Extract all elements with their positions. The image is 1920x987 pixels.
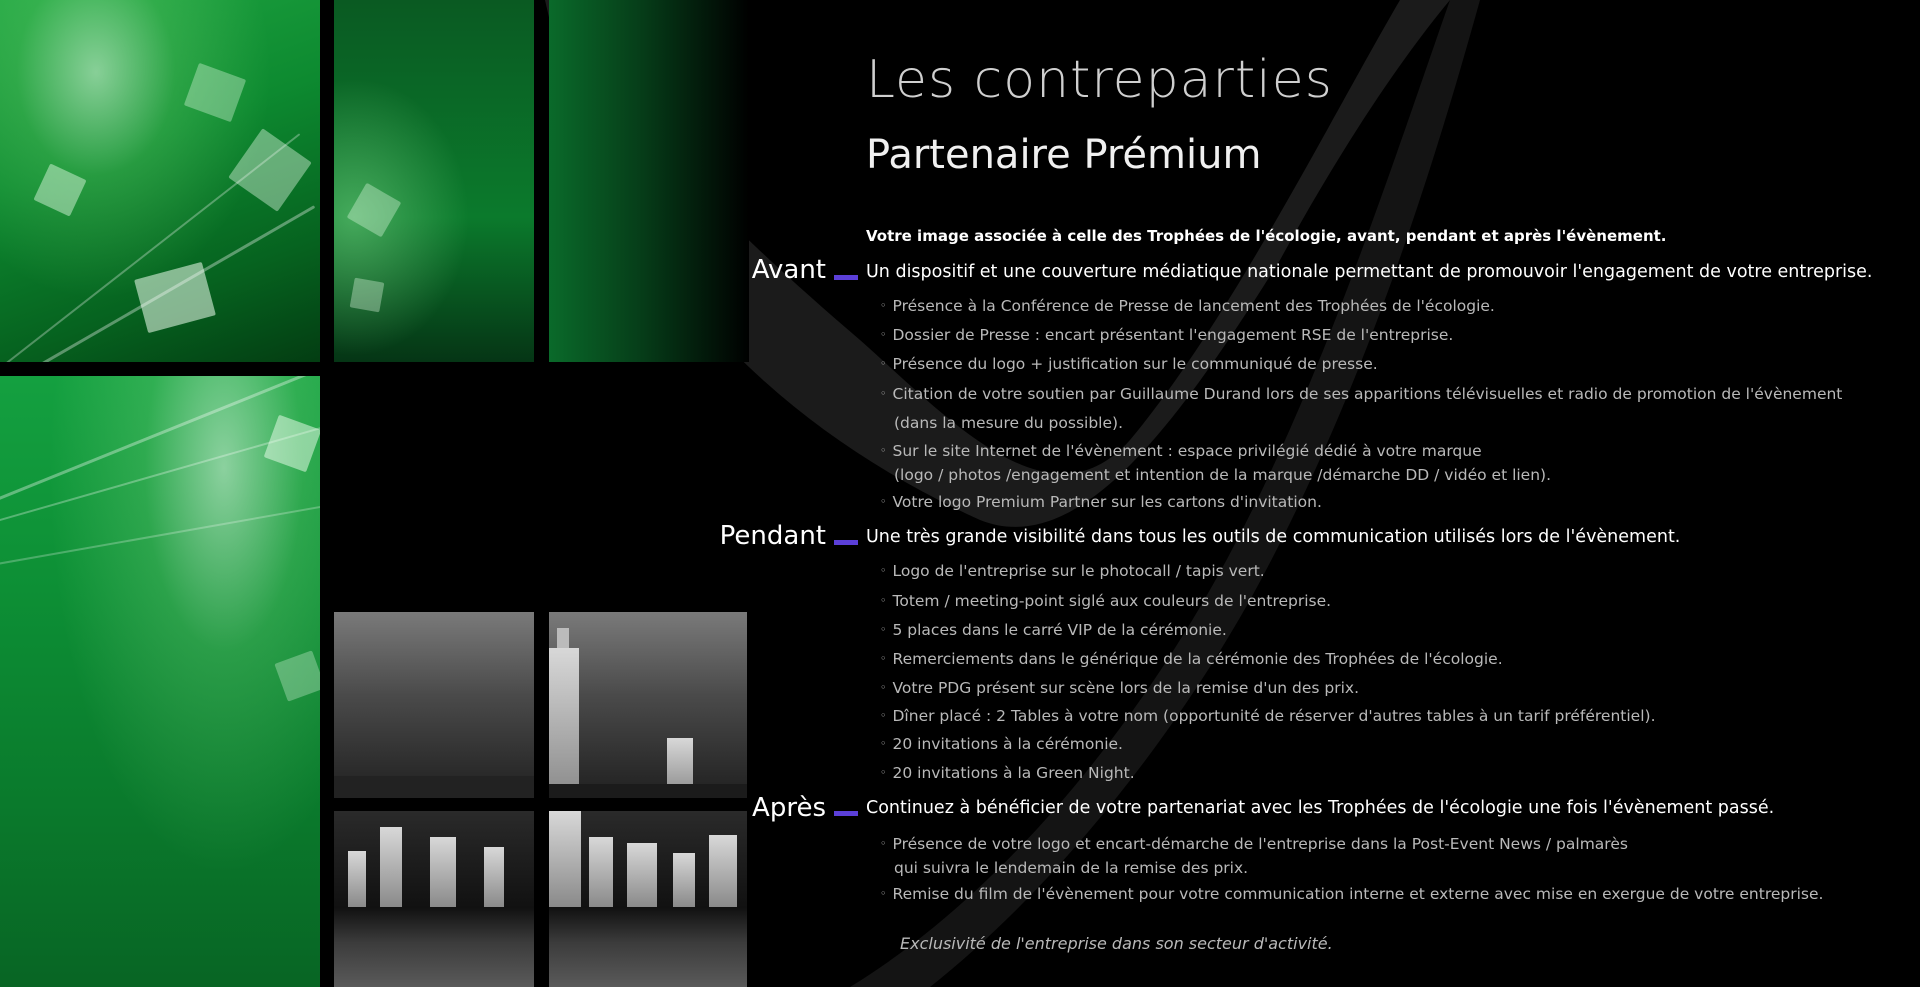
bullet-icon: ◦ xyxy=(880,444,887,457)
section-headline-avant: Un dispositif et une couverture médiatique nationale permettant de promouvoir l'engagement de votre entreprise. xyxy=(866,262,1873,282)
city-photo-bottom-left xyxy=(334,811,534,987)
list-item: ◦ Sur le site Internet de l'évènement : espace privilégié dédié à votre marque (logo / photos /engagement et intention de la marque /démarche DD / vidéo et lien). xyxy=(880,442,1552,484)
section-headline-apres: Continuez à bénéficier de votre partenariat avec les Trophées de l'écologie une fois l'évènement passé. xyxy=(866,798,1775,818)
list-item: ◦ Citation de votre soutien par Guillaume Durand lors de ses apparitions télévisuelles et radio de promotion de l'évènement (dans la mesure du possible). xyxy=(880,385,1843,432)
bullet-icon: ◦ xyxy=(880,887,887,900)
bullet-icon: ◦ xyxy=(880,623,887,636)
green-panel-top-right xyxy=(549,0,749,362)
section-bar-pendant xyxy=(834,540,858,545)
bullet-icon: ◦ xyxy=(880,681,887,694)
bullet-icon: ◦ xyxy=(880,564,887,577)
list-item: ◦ Présence de votre logo et encart-démarche de l'entreprise dans la Post-Event News / palmarès qui suivra le lendemain de la remise des prix. xyxy=(880,835,1628,877)
bullet-icon: ◦ xyxy=(880,299,887,312)
section-headline-pendant: Une très grande visibilité dans tous les outils de communication utilisés lors de l'évènement. xyxy=(866,527,1681,547)
green-panel-top-left xyxy=(0,0,320,362)
city-photo-bottom-right xyxy=(549,811,747,987)
bullet-icon: ◦ xyxy=(880,357,887,370)
list-item: ◦ Totem / meeting-point siglé aux couleurs de l'entreprise. xyxy=(880,592,1332,610)
list-item: ◦ Votre logo Premium Partner sur les cartons d'invitation. xyxy=(880,493,1322,511)
bullet-icon: ◦ xyxy=(880,837,887,850)
list-item: ◦ Remerciements dans le générique de la cérémonie des Trophées de l'écologie. xyxy=(880,650,1503,668)
list-item: ◦ 20 invitations à la Green Night. xyxy=(880,764,1135,782)
city-photo-top-right xyxy=(549,612,747,798)
section-label-pendant: Pendant xyxy=(719,521,826,551)
bullet-icon: ◦ xyxy=(880,737,887,750)
intro-text: Votre image associée à celle des Trophées de l'écologie, avant, pendant et après l'évènement. xyxy=(866,227,1667,245)
list-item: ◦ Logo de l'entreprise sur le photocall / tapis vert. xyxy=(880,562,1265,580)
bullet-icon: ◦ xyxy=(880,709,887,722)
page-title: Les contreparties xyxy=(866,50,1333,110)
list-item: ◦ Dîner placé : 2 Tables à votre nom (opportunité de réserver d'autres tables à un tarif préférentiel). xyxy=(880,707,1656,725)
list-item: ◦ 20 invitations à la cérémonie. xyxy=(880,735,1123,753)
bullet-icon: ◦ xyxy=(880,766,887,779)
green-panel-left xyxy=(0,376,320,987)
bullet-icon: ◦ xyxy=(880,328,887,341)
exclusivity-note: Exclusivité de l'entreprise dans son secteur d'activité. xyxy=(900,934,1333,953)
green-panel-top-middle xyxy=(334,0,534,362)
list-item: ◦ 5 places dans le carré VIP de la cérémonie. xyxy=(880,621,1227,639)
page-subtitle: Partenaire Prémium xyxy=(866,132,1262,178)
bullet-icon: ◦ xyxy=(880,387,887,400)
list-item: ◦ Votre PDG présent sur scène lors de la remise d'un des prix. xyxy=(880,679,1360,697)
list-item: ◦ Dossier de Presse : encart présentant l'engagement RSE de l'entreprise. xyxy=(880,326,1454,344)
city-photo-top-left xyxy=(334,612,534,798)
bullet-icon: ◦ xyxy=(880,594,887,607)
section-bar-apres xyxy=(834,811,858,816)
section-label-avant: Avant xyxy=(751,255,826,285)
list-item: ◦ Présence à la Conférence de Presse de lancement des Trophées de l'écologie. xyxy=(880,297,1495,315)
bullet-icon: ◦ xyxy=(880,495,887,508)
section-label-apres: Après xyxy=(752,793,826,823)
section-bar-avant xyxy=(834,275,858,280)
list-item: ◦ Présence du logo + justification sur le communiqué de presse. xyxy=(880,355,1378,373)
bullet-icon: ◦ xyxy=(880,652,887,665)
list-item: ◦ Remise du film de l'évènement pour votre communication interne et externe avec mise en exergue de votre entreprise. xyxy=(880,885,1824,903)
